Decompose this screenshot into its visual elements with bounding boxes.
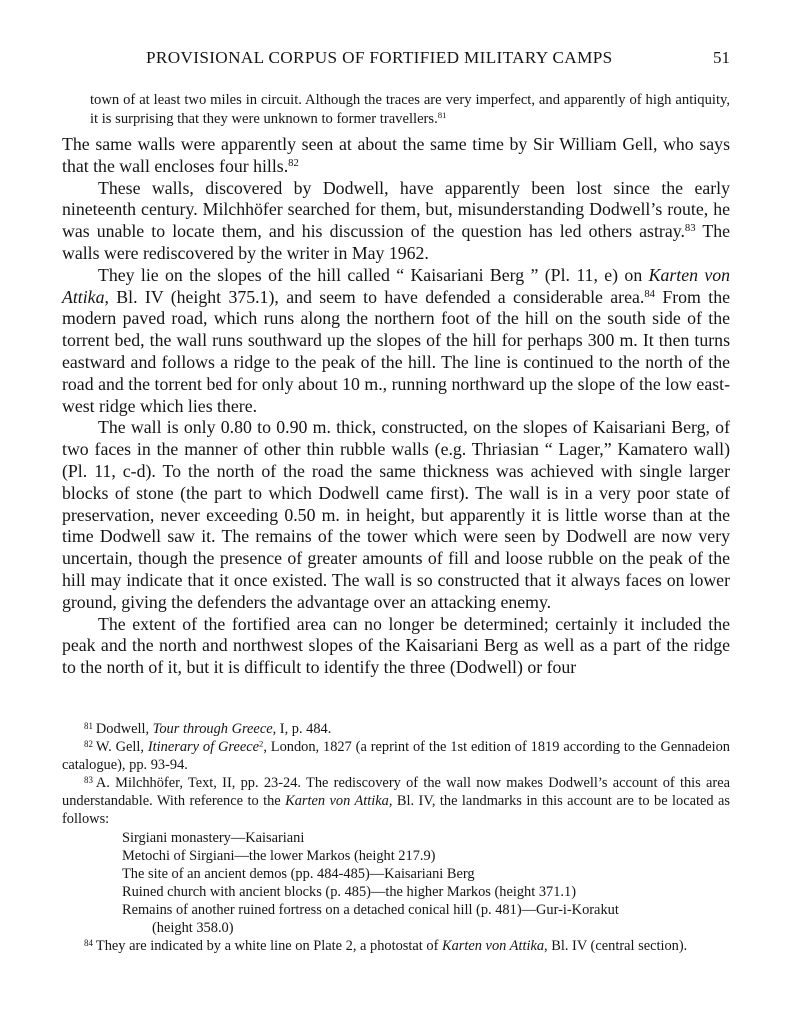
landmark-item-cont: (height 358.0) [152, 920, 234, 937]
footnote-text: Dodwell, [95, 721, 153, 737]
footnote-title: Itinerary of Greece [147, 739, 259, 756]
landmark-item: Metochi of Sirgiani—the lower Markos (height 217.9) [122, 847, 436, 864]
footnote-number: 83 [84, 774, 93, 785]
footnote-text-cont: , Bl. IV (central section). [544, 938, 688, 955]
footnote-ref-83: 83 [684, 222, 696, 235]
running-title: PROVISIONAL CORPUS OF FORTIFIED MILITARY CAMPS [146, 48, 613, 67]
footnote-number: 81 [84, 720, 93, 731]
footnote-ref-82: 82 [288, 156, 299, 169]
body-text [62, 134, 730, 679]
footnote-text: W. Gell, [95, 739, 148, 756]
running-header [62, 48, 730, 72]
footnote-84 [62, 937, 730, 955]
footnote-ref-81: 81 [437, 109, 447, 120]
map-title: Karten von Attika [62, 264, 731, 307]
footnote-number: 84 [84, 937, 93, 948]
block-quote [90, 91, 730, 128]
landmark-item: The site of an ancient demos (pp. 484-485)—Kaisariani Berg [122, 865, 475, 882]
landmark-item: Sirgiani monastery—Kaisariani [122, 829, 305, 846]
footnote-title: Karten von Attika [285, 793, 389, 810]
footnote-text-cont: , London, 1827 (a reprint of the 1st edition of 1819 according to the Gennadeion catalogue), pp. 93-94. [62, 739, 730, 774]
footnote-number: 82 [84, 738, 93, 749]
paragraph-1 [62, 134, 730, 178]
footnote-text: They are indicated by a white line on Plate 2, a photostat of [95, 938, 442, 955]
paragraph-3 [62, 265, 730, 418]
landmark-item: Ruined church with ancient blocks (p. 485)—the higher Markos (height 371.1) [122, 883, 577, 900]
landmark-item: Remains of another ruined fortress on a detached conical hill (p. 481)—Gur-i-Korakut [122, 901, 619, 918]
edition-superscript: 2 [259, 738, 264, 749]
paragraph-2-text-cont: The walls were rediscovered by the writer in May 1962. [62, 221, 730, 263]
paragraph-5: The extent of the fortified area can no longer be determined; certainly it included the peak and the north and northwest slopes of the Kaisariani Berg as well as a part of the ridge to the north of it, but it is difficult to identify the three (Dodwell) or four [62, 613, 730, 678]
page-number: 51 [713, 48, 730, 67]
footnotes [62, 720, 730, 955]
footnote-83 [62, 774, 730, 828]
paragraph-4: The wall is only 0.80 to 0.90 m. thick, constructed, on the slopes of Kaisariani Berg, of two faces in the manner of other thin rubble walls (e.g. Thriasian “ Lager,” Kamatero wall) (Pl. 11, c-d). To the north of the road the same thickness was achieved with single larger blocks of stone (the part to which Dodwell came first). The wall is in a very poor state of preservation, never exceeding 0.50 m. in height, but apparently it is little worse than at the time Dodwell saw it. The remains of the tower which were seen by Dodwell are now very uncertain, though the presence of greater amounts of fill and loose rubble on the peak of the hill may indicate that it once existed. The wall is so constructed that it always faces on lower ground, giving the defenders the advantage over an attacking enemy. [62, 417, 730, 612]
paragraph-3-text-cont: From the modern paved road, which runs along the northern foot of the hill on the south side of the torrent bed, the wall runs southward up the slopes of the hill for perhaps 300 m. It then turns eastward and follows a ridge to the peak of the hill. The line is continued to the north of the road and the torrent bed for only about 10 m., running northward up the slope of the low east-west ridge which lies there. [62, 286, 730, 416]
footnote-text-cont: , Bl. IV, the landmarks in this account are to be located as follows: [62, 793, 730, 828]
footnote-81 [62, 720, 730, 738]
paragraph-2 [62, 178, 730, 265]
paragraph-3-text-mid: , Bl. IV (height 375.1), and seem to have defended a considerable area. [104, 286, 645, 307]
paragraph-1-text: The same walls were apparently seen at about the same time by Sir William Gell, who says that the wall encloses four hills. [62, 134, 730, 176]
paragraph-2-text: These walls, discovered by Dodwell, have apparently been lost since the early nineteenth century. Milchhöfer searched for them, but, misunderstanding Dodwell’s route, he was unable to locate them, and his discussion of the question has led others astray. [62, 177, 730, 242]
quote-text: town of at least two miles in circuit. Although the traces are very imperfect, and apparently of high antiquity, it is surprising that they were unknown to former travellers. [90, 92, 730, 127]
paragraph-3-text: They lie on the slopes of the hill called “ Kaisariani Berg ” (Pl. 11, e) on [98, 264, 649, 285]
footnote-ref-84: 84 [644, 287, 655, 300]
footnote-text: A. Milchhöfer, Text, II, pp. 23-24. The rediscovery of the wall now makes Dodwell’s account of this area understandable. With reference to the [62, 775, 730, 810]
footnote-title: Tour through Greece [152, 721, 273, 737]
footnote-82 [62, 738, 730, 774]
footnote-text-cont: , I, p. 484. [272, 721, 332, 737]
footnote-title: Karten von Attika [441, 938, 545, 955]
